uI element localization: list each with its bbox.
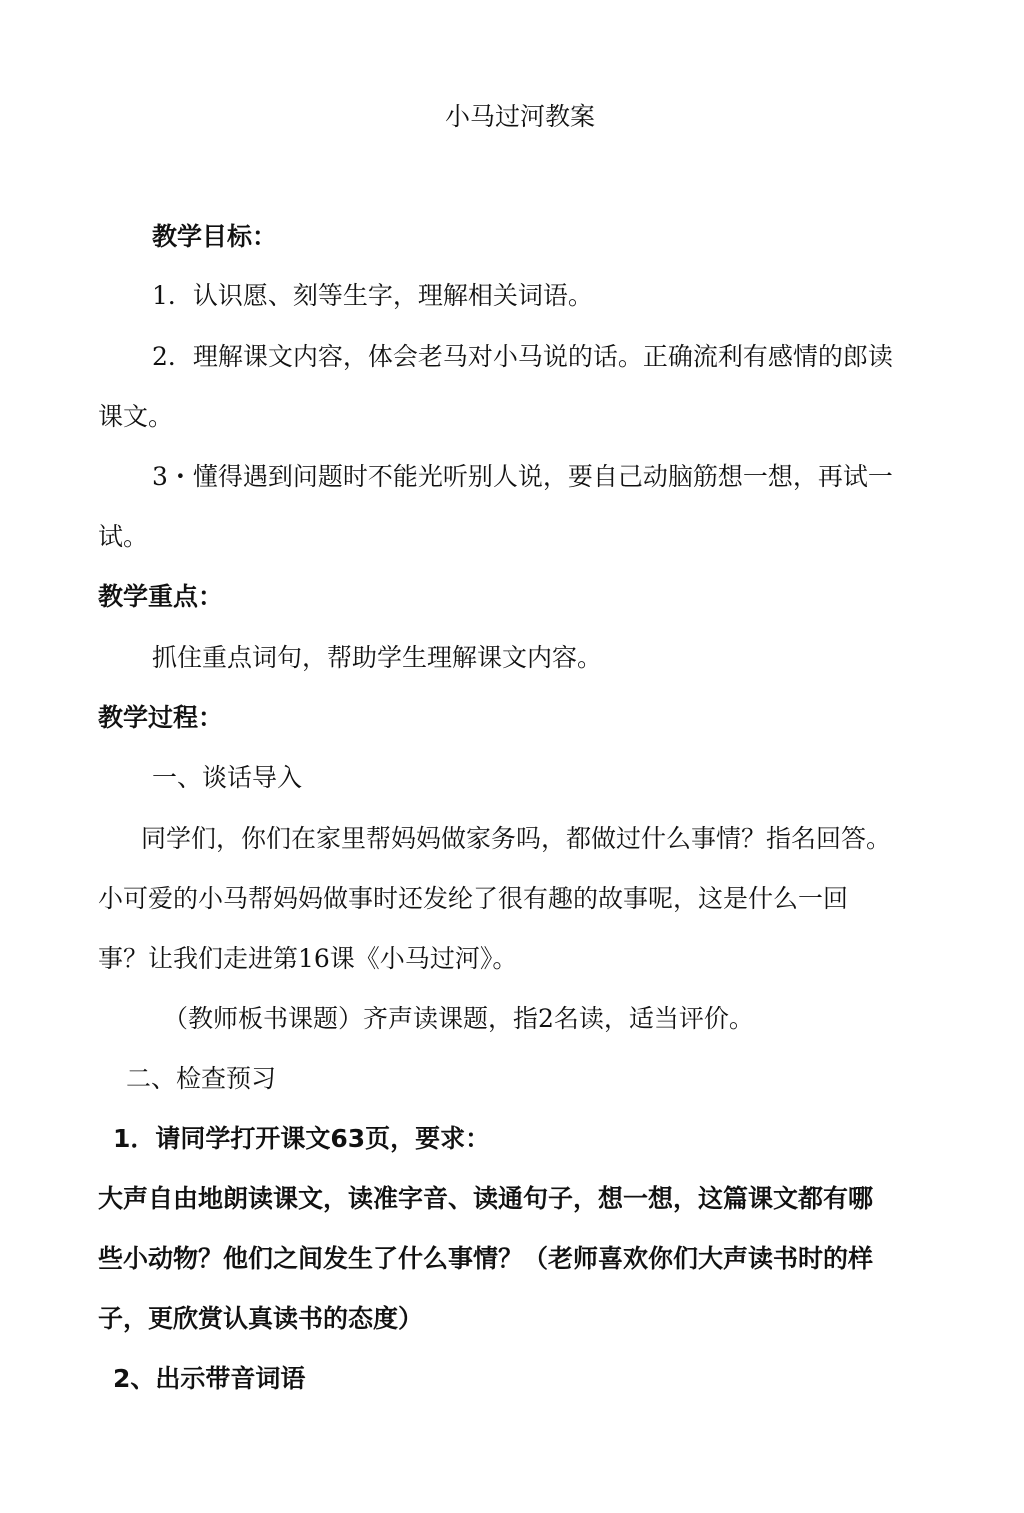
- preview-1-line-3: 子，更欣赏认真读书的态度）: [98, 1304, 424, 1333]
- section-1-title: 一、谈话导入: [152, 763, 303, 792]
- intro-line-1: 同学们，你们在家里帮妈妈做家务吗，都做过什么事情？指名回答。: [141, 824, 892, 853]
- section-2-title: 二、检查预习: [126, 1064, 277, 1093]
- objective-2-line-2: 课文。: [98, 402, 174, 431]
- preview-1-line-2: 些小动物？他们之间发生了什么事情？（老师喜欢你们大声读书时的样: [98, 1244, 874, 1273]
- preview-1-line-1: 大声自由地朗读课文，读准字音、读通句子，想一想，这篇课文都有哪: [98, 1184, 874, 1213]
- keypoint-text: 抓住重点词句，帮助学生理解课文内容。: [152, 643, 603, 672]
- objectives-heading: 教学目标：: [152, 222, 278, 251]
- intro-line-2: 小可爱的小马帮妈妈做事时还发纶了很有趣的故事呢，这是什么一回: [98, 884, 849, 913]
- document-title: 小马过河教案: [445, 102, 596, 131]
- process-heading: 教学过程：: [98, 703, 224, 732]
- preview-1-title: 1．请同学打开课文63页，要求：: [113, 1124, 491, 1153]
- intro-line-3: 事？让我们走进第16课《小马过河》。: [98, 944, 518, 973]
- preview-2-title: 2、出示带音词语: [113, 1364, 306, 1393]
- objective-1: 1．认识愿、刻等生字，理解相关词语。: [152, 281, 593, 310]
- objective-3-line-2: 试。: [98, 522, 149, 551]
- keypoint-heading: 教学重点：: [98, 582, 224, 611]
- board-line: （教师板书课题）齐声读课题，指2名读，适当评价。: [163, 1004, 754, 1033]
- objective-2-line-1: 2．理解课文内容，体会老马对小马说的话。正确流利有感情的郎读: [152, 342, 893, 371]
- objective-3-line-1: 3・懂得遇到问题时不能光听别人说，要自己动脑筋想一想，再试一: [152, 462, 893, 491]
